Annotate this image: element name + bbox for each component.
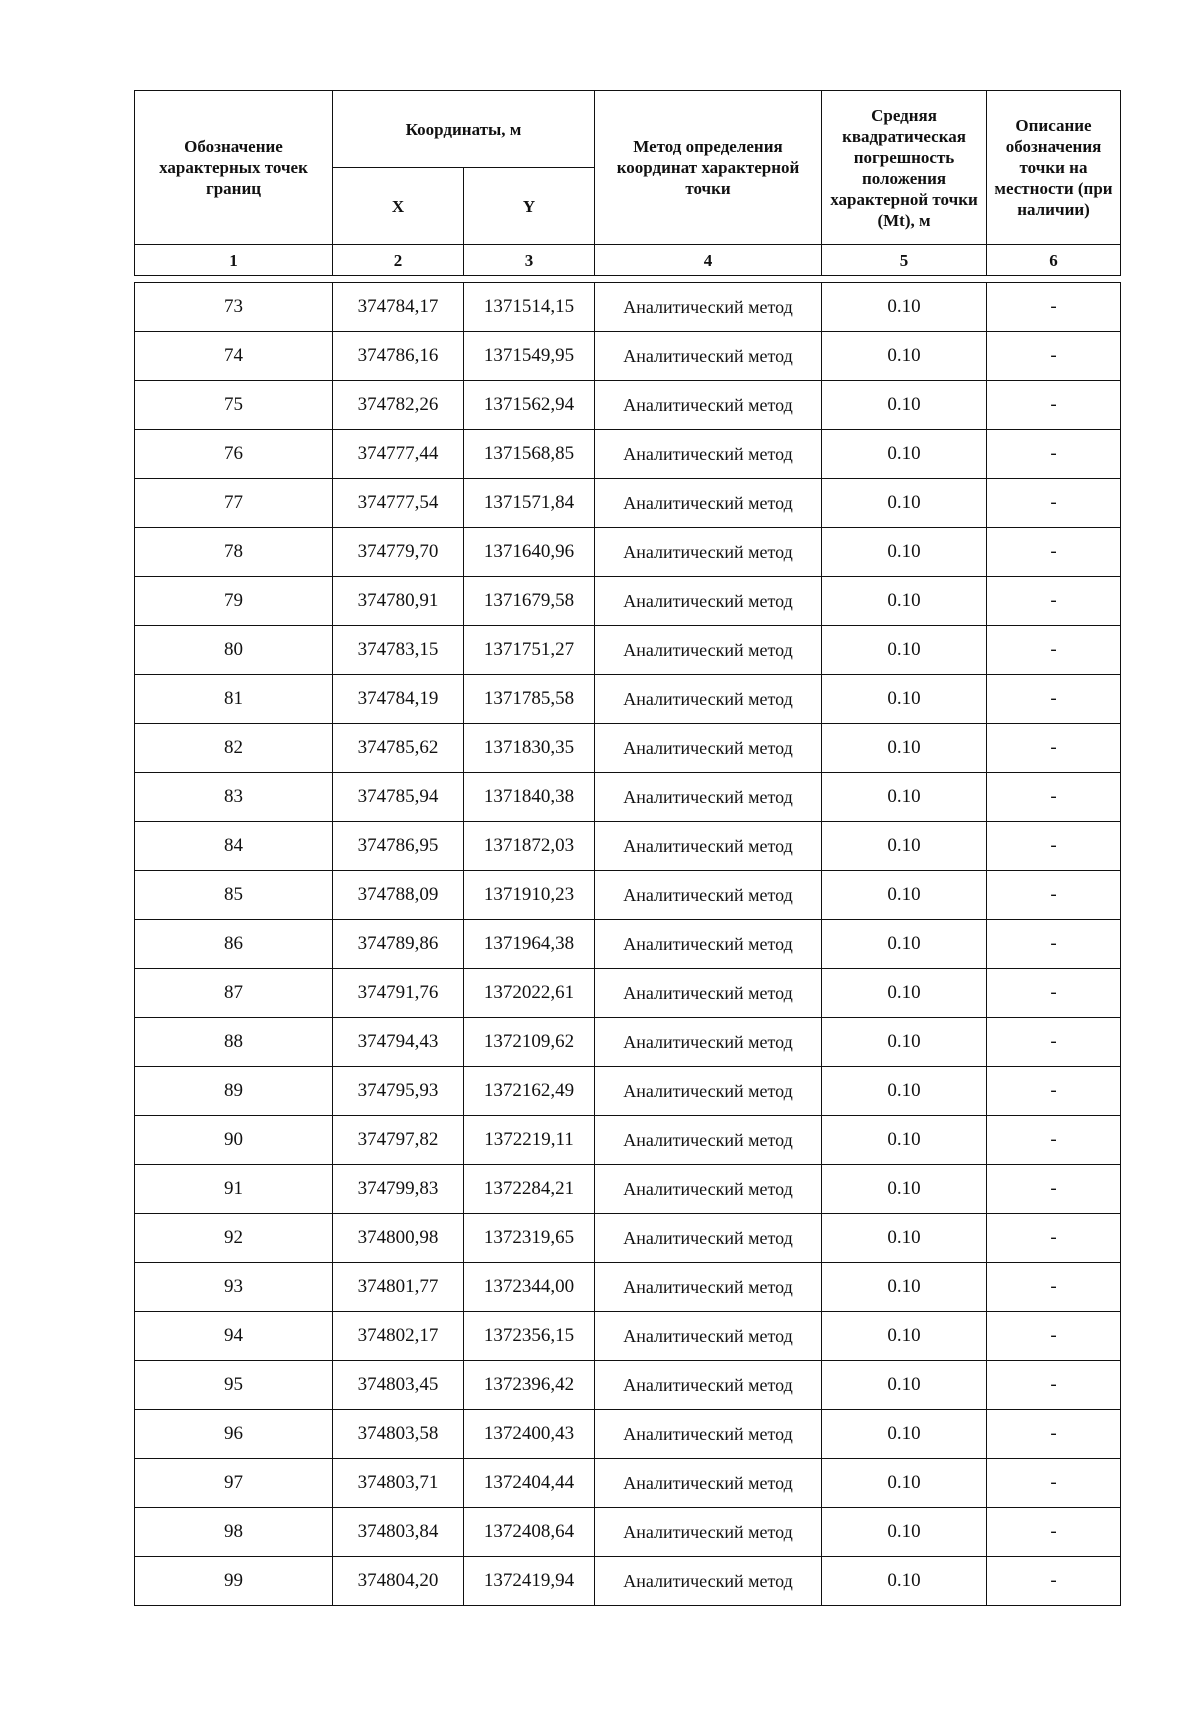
cell-point-id: 87 [135,969,333,1018]
header-error: Средняя квадратическая погрешность положения характерной точки (Mt), м [822,91,987,245]
cell-coord-x: 374779,70 [333,528,464,577]
cell-description: - [987,1214,1121,1263]
cell-error-mt: 0.10 [822,1508,987,1557]
cell-error-mt: 0.10 [822,969,987,1018]
cell-method: Аналитический метод [595,822,822,871]
cell-error-mt: 0.10 [822,1557,987,1606]
cell-method: Аналитический метод [595,381,822,430]
cell-coord-x: 374777,44 [333,430,464,479]
cell-description: - [987,1116,1121,1165]
cell-point-id: 97 [135,1459,333,1508]
cell-description: - [987,822,1121,871]
cell-coord-y: 1372162,49 [464,1067,595,1116]
table-row [135,675,1121,724]
cell-coord-y: 1372419,94 [464,1557,595,1606]
cell-coord-x: 374783,15 [333,626,464,675]
table-row [135,528,1121,577]
cell-error-mt: 0.10 [822,1312,987,1361]
cell-method: Аналитический метод [595,479,822,528]
cell-coord-y: 1371840,38 [464,773,595,822]
cell-coord-x: 374804,20 [333,1557,464,1606]
cell-description: - [987,1067,1121,1116]
cell-description: - [987,528,1121,577]
cell-error-mt: 0.10 [822,1361,987,1410]
cell-error-mt: 0.10 [822,675,987,724]
cell-method: Аналитический метод [595,1508,822,1557]
cell-error-mt: 0.10 [822,381,987,430]
cell-coord-x: 374802,17 [333,1312,464,1361]
table-row [135,1312,1121,1361]
cell-point-id: 91 [135,1165,333,1214]
cell-coord-x: 374795,93 [333,1067,464,1116]
table-row [135,1116,1121,1165]
cell-point-id: 99 [135,1557,333,1606]
cell-description: - [987,871,1121,920]
cell-coord-x: 374797,82 [333,1116,464,1165]
cell-method: Аналитический метод [595,1263,822,1312]
cell-description: - [987,577,1121,626]
cell-point-id: 89 [135,1067,333,1116]
table-row [135,1165,1121,1214]
column-number: 2 [333,245,464,276]
table-row [135,969,1121,1018]
cell-description: - [987,479,1121,528]
cell-point-id: 83 [135,773,333,822]
cell-point-id: 95 [135,1361,333,1410]
cell-point-id: 80 [135,626,333,675]
cell-coord-x: 374803,58 [333,1410,464,1459]
cell-coord-y: 1372404,44 [464,1459,595,1508]
cell-error-mt: 0.10 [822,1067,987,1116]
cell-point-id: 92 [135,1214,333,1263]
cell-point-id: 85 [135,871,333,920]
cell-coord-y: 1371549,95 [464,332,595,381]
cell-coord-x: 374791,76 [333,969,464,1018]
cell-error-mt: 0.10 [822,822,987,871]
table-row [135,1263,1121,1312]
table-row [135,1214,1121,1263]
table-row [135,1018,1121,1067]
cell-method: Аналитический метод [595,969,822,1018]
header-point: Обозначение характерных точек границ [135,91,333,245]
table-row [135,381,1121,430]
header-x: X [333,168,464,245]
cell-method: Аналитический метод [595,626,822,675]
cell-description: - [987,626,1121,675]
cell-point-id: 77 [135,479,333,528]
table-header [135,91,1121,283]
cell-error-mt: 0.10 [822,1459,987,1508]
cell-coord-x: 374786,95 [333,822,464,871]
cell-coord-y: 1372400,43 [464,1410,595,1459]
cell-method: Аналитический метод [595,1410,822,1459]
cell-coord-x: 374785,62 [333,724,464,773]
cell-method: Аналитический метод [595,1557,822,1606]
table-row [135,332,1121,381]
cell-coord-x: 374801,77 [333,1263,464,1312]
cell-error-mt: 0.10 [822,871,987,920]
cell-error-mt: 0.10 [822,920,987,969]
cell-method: Аналитический метод [595,1312,822,1361]
cell-error-mt: 0.10 [822,479,987,528]
column-numbers-row [135,245,1121,276]
cell-point-id: 96 [135,1410,333,1459]
cell-error-mt: 0.10 [822,1410,987,1459]
cell-method: Аналитический метод [595,1214,822,1263]
cell-point-id: 94 [135,1312,333,1361]
cell-description: - [987,773,1121,822]
cell-point-id: 73 [135,283,333,332]
cell-error-mt: 0.10 [822,1018,987,1067]
table-row [135,1067,1121,1116]
cell-method: Аналитический метод [595,920,822,969]
cell-point-id: 75 [135,381,333,430]
cell-method: Аналитический метод [595,332,822,381]
cell-method: Аналитический метод [595,430,822,479]
cell-description: - [987,1410,1121,1459]
header-coords: Координаты, м [333,91,595,168]
table-body [135,283,1121,1606]
cell-coord-x: 374785,94 [333,773,464,822]
cell-method: Аналитический метод [595,1018,822,1067]
table-row [135,920,1121,969]
cell-description: - [987,283,1121,332]
cell-coord-y: 1372344,00 [464,1263,595,1312]
table-row [135,1508,1121,1557]
cell-error-mt: 0.10 [822,283,987,332]
cell-description: - [987,675,1121,724]
cell-coord-x: 374784,17 [333,283,464,332]
cell-coord-x: 374803,45 [333,1361,464,1410]
cell-point-id: 93 [135,1263,333,1312]
table-row [135,430,1121,479]
cell-coord-x: 374786,16 [333,332,464,381]
table-row [135,479,1121,528]
table-row [135,1557,1121,1606]
cell-method: Аналитический метод [595,1165,822,1214]
column-number: 6 [987,245,1121,276]
cell-coord-y: 1372408,64 [464,1508,595,1557]
cell-method: Аналитический метод [595,773,822,822]
cell-coord-y: 1371514,15 [464,283,595,332]
cell-coord-y: 1372109,62 [464,1018,595,1067]
cell-coord-x: 374788,09 [333,871,464,920]
cell-error-mt: 0.10 [822,528,987,577]
cell-description: - [987,969,1121,1018]
column-number: 1 [135,245,333,276]
cell-method: Аналитический метод [595,1067,822,1116]
table-row [135,626,1121,675]
cell-coord-y: 1372319,65 [464,1214,595,1263]
cell-point-id: 76 [135,430,333,479]
cell-coord-x: 374789,86 [333,920,464,969]
cell-coord-y: 1371830,35 [464,724,595,773]
cell-coord-x: 374803,84 [333,1508,464,1557]
cell-description: - [987,1508,1121,1557]
cell-coord-y: 1371872,03 [464,822,595,871]
cell-coord-y: 1372356,15 [464,1312,595,1361]
header-gap [135,276,1121,283]
table-row [135,1410,1121,1459]
cell-coord-y: 1371568,85 [464,430,595,479]
header-y: Y [464,168,595,245]
table-row [135,577,1121,626]
cell-description: - [987,724,1121,773]
cell-coord-x: 374784,19 [333,675,464,724]
cell-coord-y: 1371562,94 [464,381,595,430]
cell-description: - [987,1557,1121,1606]
cell-coord-x: 374803,71 [333,1459,464,1508]
cell-error-mt: 0.10 [822,1116,987,1165]
cell-method: Аналитический метод [595,1361,822,1410]
cell-description: - [987,430,1121,479]
cell-method: Аналитический метод [595,283,822,332]
cell-method: Аналитический метод [595,675,822,724]
cell-point-id: 86 [135,920,333,969]
cell-error-mt: 0.10 [822,430,987,479]
cell-coord-x: 374799,83 [333,1165,464,1214]
cell-method: Аналитический метод [595,871,822,920]
table-row [135,1361,1121,1410]
cell-coord-y: 1372284,21 [464,1165,595,1214]
cell-description: - [987,1312,1121,1361]
cell-description: - [987,1361,1121,1410]
cell-point-id: 74 [135,332,333,381]
cell-coord-x: 374800,98 [333,1214,464,1263]
header-description: Описание обозначения точки на местности (при наличии) [987,91,1121,245]
cell-point-id: 84 [135,822,333,871]
cell-error-mt: 0.10 [822,332,987,381]
cell-coord-x: 374780,91 [333,577,464,626]
cell-method: Аналитический метод [595,528,822,577]
cell-error-mt: 0.10 [822,773,987,822]
cell-point-id: 79 [135,577,333,626]
cell-coord-x: 374794,43 [333,1018,464,1067]
cell-error-mt: 0.10 [822,1165,987,1214]
table-row [135,724,1121,773]
cell-description: - [987,1263,1121,1312]
cell-coord-x: 374782,26 [333,381,464,430]
cell-point-id: 90 [135,1116,333,1165]
column-number: 3 [464,245,595,276]
table-row [135,1459,1121,1508]
cell-point-id: 82 [135,724,333,773]
cell-coord-y: 1372396,42 [464,1361,595,1410]
cell-method: Аналитический метод [595,1116,822,1165]
cell-coord-y: 1371571,84 [464,479,595,528]
cell-error-mt: 0.10 [822,626,987,675]
cell-description: - [987,920,1121,969]
cell-coord-y: 1371964,38 [464,920,595,969]
table-row [135,773,1121,822]
cell-error-mt: 0.10 [822,577,987,626]
cell-coord-y: 1371640,96 [464,528,595,577]
cell-coord-y: 1371785,58 [464,675,595,724]
column-number: 4 [595,245,822,276]
cell-point-id: 81 [135,675,333,724]
column-number: 5 [822,245,987,276]
cell-method: Аналитический метод [595,577,822,626]
cell-method: Аналитический метод [595,724,822,773]
boundary-points-table [134,90,1121,1606]
cell-description: - [987,1018,1121,1067]
cell-error-mt: 0.10 [822,724,987,773]
cell-error-mt: 0.10 [822,1263,987,1312]
cell-method: Аналитический метод [595,1459,822,1508]
cell-point-id: 88 [135,1018,333,1067]
cell-point-id: 78 [135,528,333,577]
cell-coord-x: 374777,54 [333,479,464,528]
table-row [135,822,1121,871]
cell-point-id: 98 [135,1508,333,1557]
cell-coord-y: 1371679,58 [464,577,595,626]
table-row [135,283,1121,332]
cell-coord-y: 1371910,23 [464,871,595,920]
cell-coord-y: 1372219,11 [464,1116,595,1165]
cell-error-mt: 0.10 [822,1214,987,1263]
cell-description: - [987,381,1121,430]
cell-description: - [987,1459,1121,1508]
cell-description: - [987,1165,1121,1214]
cell-description: - [987,332,1121,381]
cell-coord-y: 1372022,61 [464,969,595,1018]
cell-coord-y: 1371751,27 [464,626,595,675]
table-row [135,871,1121,920]
header-method: Метод определения координат характерной точки [595,91,822,245]
